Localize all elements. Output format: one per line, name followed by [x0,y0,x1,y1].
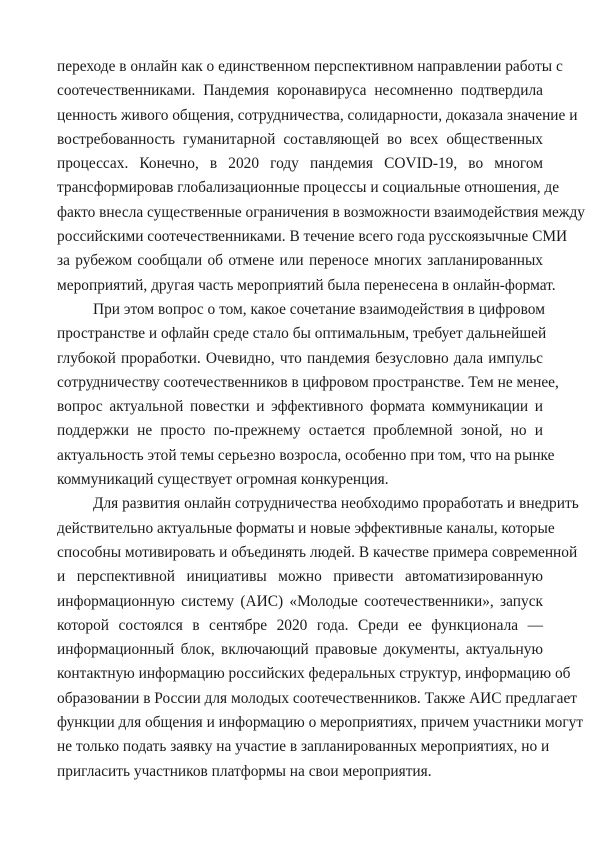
text-line: факто внесла существенные ограничения в возможности взаимодействия между [57,203,585,221]
text-line: востребованность гуманитарной составляющей во всех общественных [57,130,543,148]
text-line: информационную систему (АИС) «Молодые соотечественники», запуск [57,592,543,610]
paragraph [57,55,585,298]
text-line: пригласить участников платформы на свои мероприятия. [57,762,432,780]
text-line: переходе в онлайн как о единственном перспективном направлении работы с [57,58,563,75]
text-line: не только подать заявку на участие в запланированных мероприятиях, но и [57,738,550,756]
text-line: ценность живого общения, сотрудничества, солидарности, доказала значение и [57,106,578,124]
text-line: способны мотивировать и объединять людей. В качестве примера современной [57,543,578,561]
text-line: актуальность этой темы серьезно возросла, особенно при том, что на рынке [57,446,555,464]
text-line: глубокой проработки. Очевидно, что пандемия безусловно дала импульс [57,349,543,367]
text-line: российскими соотечественниками. В течение всего года русскоязычные СМИ [57,228,568,246]
text-line: сотрудничеству соотечественников в цифровом пространстве. Тем не менее, [57,373,559,391]
text-line: мероприятий, другая часть мероприятий была перенесена в онлайн-формат. [57,276,556,294]
text-line: трансформировав глобализационные процессы и социальные отношения, де [57,179,560,197]
paragraph [57,492,584,784]
text-line: которой состоялся в сентябре 2020 года. Среди ее функционала — [57,616,543,634]
paragraph [57,298,559,492]
text-line: контактную информацию российских федеральных структур, информацию об [57,665,571,683]
text-line: действительно актуальные форматы и новые эффективные каналы, которые [57,519,555,537]
text-line: соотечественниками. Пандемия коронавируса несомненно подтвердила [57,82,543,100]
text-line: процессах. Конечно, в 2020 году пандемия COVID-19, во многом [57,155,543,173]
document-page [57,55,585,784]
text-line: поддержки не просто по-прежнему остается проблемной зоной, но и [57,422,543,440]
text-line: образовании в России для молодых соотечественников. Также АИС предлагает [57,689,578,707]
text-line: коммуникаций существует огромная конкуренция. [57,471,389,489]
text-line: за рубежом сообщали об отмене или переносе многих запланированных [57,252,543,270]
text-line: При этом вопрос о том, какое сочетание взаимодействия в цифровом [93,300,545,318]
text-line: пространстве и офлайн среде стало бы оптимальным, требует дальнейшей [57,325,547,343]
text-line: и перспективной инициативы можно привести автоматизированную [57,568,543,586]
text-line: Для развития онлайн сотрудничества необходимо проработать и внедрить [93,495,579,513]
text-line: информационный блок, включающий правовые документы, актуальную [57,641,543,659]
text-line: вопрос актуальной повестки и эффективного формата коммуникации и [57,398,543,416]
text-line: функции для общения и информацию о мероприятиях, причем участники могут [57,714,584,732]
